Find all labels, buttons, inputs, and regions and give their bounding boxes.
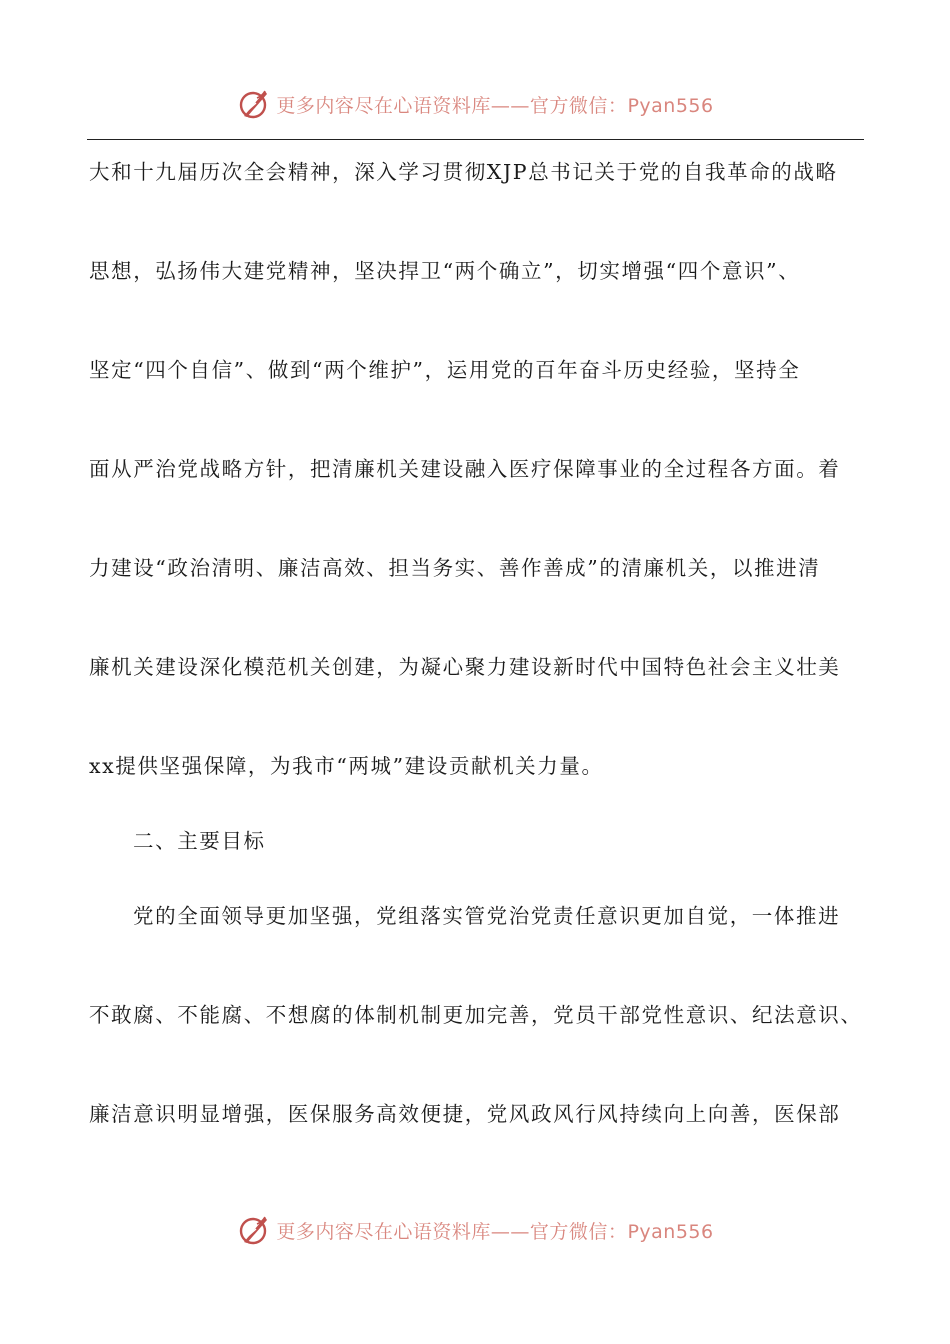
quill-logo-icon	[236, 1212, 272, 1248]
text-line: 廉洁意识明显增强，医保服务高效便捷，党风政风行风持续向上向善，医保部	[89, 1102, 841, 1126]
watermark-text: 更多内容尽在心语资料库——官方微信：Pyan556	[276, 94, 714, 117]
header-rule	[87, 139, 864, 140]
text-line: 坚定“四个自信”、做到“两个维护”，运用党的百年奋斗历史经验，坚持全	[89, 358, 801, 382]
text-line: 党的全面领导更加坚强，党组落实管党治党责任意识更加自觉，一体推进	[133, 904, 841, 928]
text-line: xx提供坚强保障，为我市“两城”建设贡献机关力量。	[89, 754, 604, 778]
text-line: 不敢腐、不能腐、不想腐的体制机制更加完善，党员干部党性意识、纪法意识、	[89, 1003, 863, 1027]
text-line: 大和十九届历次全会精神，深入学习贯彻XJP总书记关于党的自我革命的战略	[89, 160, 838, 184]
document-body	[89, 150, 864, 1126]
text-line: 廉机关建设深化模范机关创建，为凝心聚力建设新时代中国特色社会主义壮美	[89, 655, 841, 679]
section-heading: 二、主要目标	[133, 829, 266, 853]
footer-watermark	[0, 1210, 950, 1250]
text-line: 面从严治党战略方针，把清廉机关建设融入医疗保障事业的全过程各方面。着	[89, 457, 841, 481]
quill-logo-icon	[236, 86, 272, 122]
header-watermark	[0, 84, 950, 124]
text-line: 力建设“政治清明、廉洁高效、担当务实、善作善成”的清廉机关，以推进清	[89, 556, 821, 580]
text-line: 思想，弘扬伟大建党精神，坚决捍卫“两个确立”，切实增强“四个意识”、	[89, 259, 801, 283]
watermark-text: 更多内容尽在心语资料库——官方微信：Pyan556	[276, 1220, 714, 1243]
